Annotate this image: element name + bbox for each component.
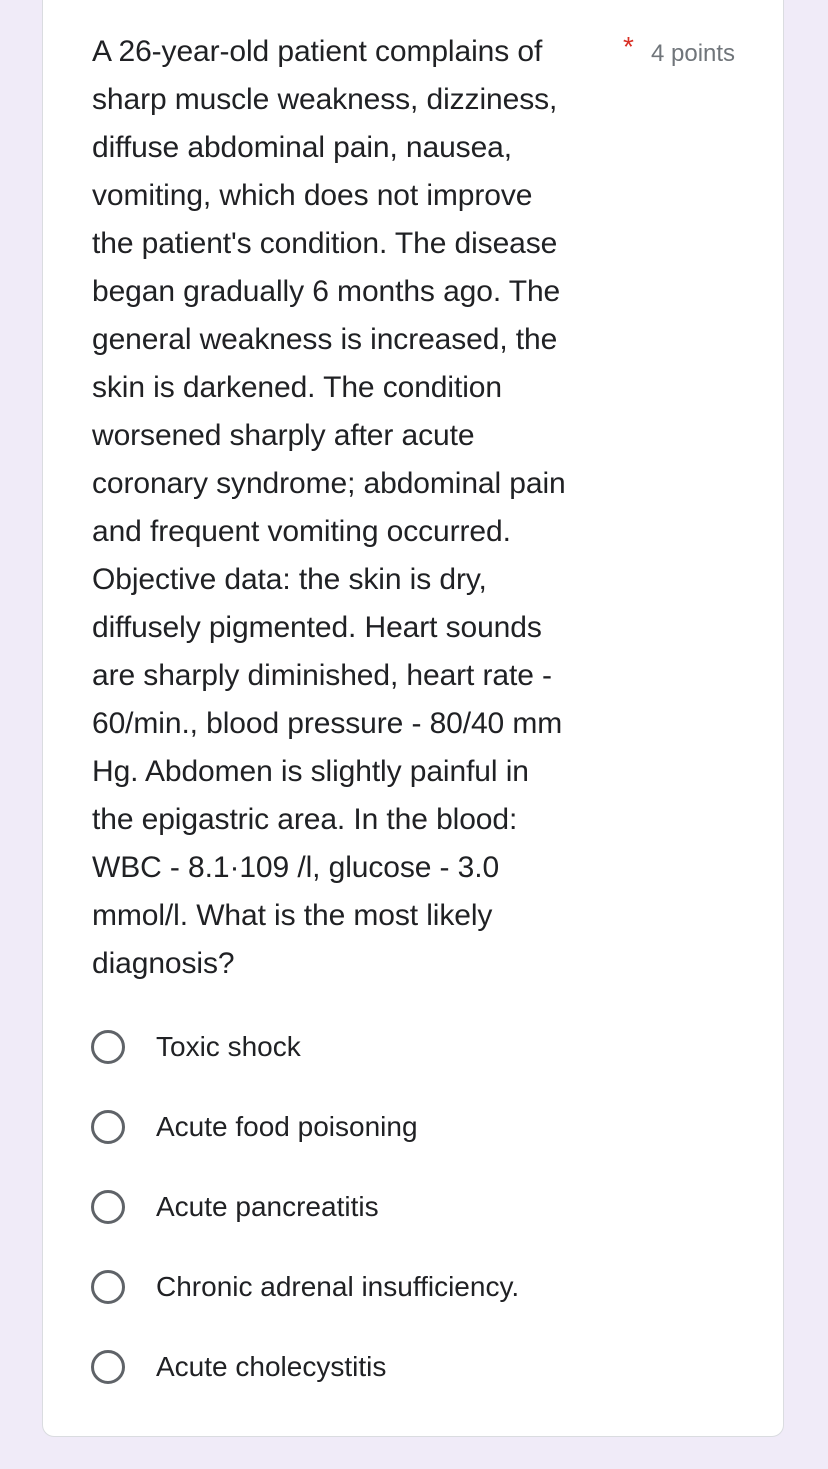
- answer-options: [91, 1019, 731, 1419]
- option-acute-pancreatitis[interactable]: [91, 1179, 731, 1235]
- option-label: Chronic adrenal insufficiency.: [156, 1271, 520, 1302]
- option-acute-food-poisoning[interactable]: [91, 1099, 731, 1155]
- radio-button[interactable]: [91, 1190, 125, 1224]
- option-label: Acute cholecystitis: [156, 1351, 387, 1382]
- radio-button[interactable]: [91, 1350, 125, 1384]
- option-label: Acute food poisoning: [156, 1111, 418, 1142]
- points-label: 4 points: [651, 40, 736, 67]
- radio-button[interactable]: [91, 1030, 125, 1064]
- radio-button[interactable]: [91, 1270, 125, 1304]
- option-toxic-shock[interactable]: [91, 1019, 731, 1075]
- question-text: A 26-year-old patient complains of sharp muscle weakness, dizziness, diffuse abdominal pain, nausea, vomiting, which does not improve the patient's condition. The disease began gradually 6 months ago. The general weakness is increased, the skin is darkened. The condition worsened sharply after acute coronary syndrome; abdominal pain and frequent vomiting occurred. Objective data: the skin is dry, diffusely pigmented. Heart sounds are sharply diminished, heart rate - 60/min., blood pressure - 80/40 mm Hg. Abdomen is slightly painful in the epigastric area. In the blood: WBC - 8.1·109 /l, glucose - 3.0 mmol/l. What is the most likely diagnosis?: [92, 35, 566, 980]
- option-label: Acute pancreatitis: [156, 1191, 379, 1222]
- option-label: Toxic shock: [156, 1031, 301, 1062]
- required-asterisk: *: [623, 31, 634, 62]
- option-acute-cholecystitis[interactable]: [91, 1339, 731, 1395]
- option-chronic-adrenal-insufficiency[interactable]: [91, 1259, 731, 1315]
- question-card: [42, 0, 784, 1437]
- radio-button[interactable]: [91, 1110, 125, 1144]
